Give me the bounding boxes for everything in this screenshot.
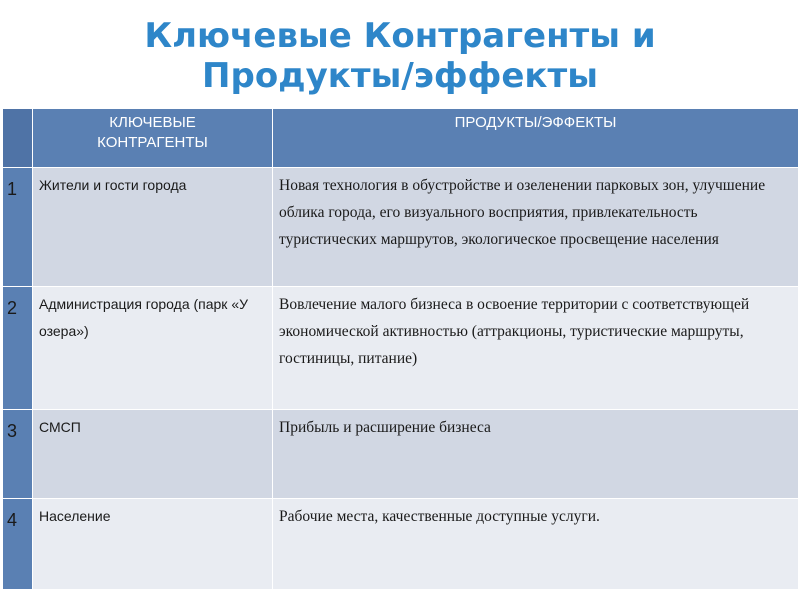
row-product: Новая технология в обустройстве и озеленении парковых зон, улучшение облика города, его визуального восприятия, привлекательность туристических маршрутов, экологическое просвещение населения: [273, 168, 799, 287]
row-agent: СМСП: [33, 410, 273, 499]
table-row: [3, 499, 799, 590]
slide-title-line-1: Ключевые Контрагенты и: [144, 16, 656, 56]
table-header-row: [3, 109, 799, 168]
header-agents-line-1: КЛЮЧЕВЫЕ: [109, 114, 196, 131]
table-row: [3, 410, 799, 499]
table-row: [3, 287, 799, 410]
row-product: Вовлечение малого бизнеса в освоение территории с соответствующей экономической активностью (аттракционы, туристические маршруты, гостиницы, питание): [273, 287, 799, 410]
row-number: 4: [3, 499, 33, 590]
row-agent: Население: [33, 499, 273, 590]
row-number: 1: [3, 168, 33, 287]
row-product: Прибыль и расширение бизнеса: [273, 410, 799, 499]
slide-title: [0, 16, 800, 96]
contractors-table: [2, 108, 799, 590]
header-number: [3, 109, 33, 168]
header-agents-line-2: КОНТРАГЕНТЫ: [97, 134, 208, 151]
table-row: [3, 168, 799, 287]
row-number: 2: [3, 287, 33, 410]
row-agent: Администрация города (парк «У озера»): [33, 287, 273, 410]
row-product: Рабочие места, качественные доступные услуги.: [273, 499, 799, 590]
row-number: 3: [3, 410, 33, 499]
header-products: ПРОДУКТЫ/ЭФФЕКТЫ: [273, 109, 799, 168]
row-agent: Жители и гости города: [33, 168, 273, 287]
slide-title-line-2: Продукты/эффекты: [202, 56, 598, 96]
header-agents: [33, 109, 273, 168]
